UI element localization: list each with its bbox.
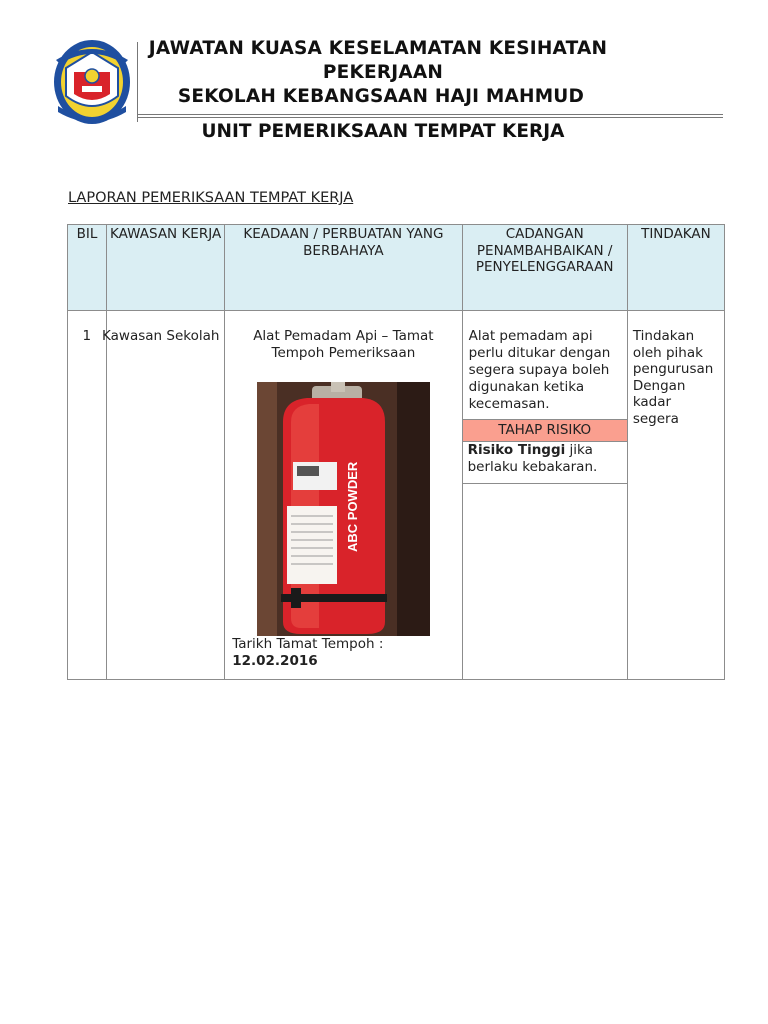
fire-extinguisher-photo — [257, 382, 430, 636]
risiko-level: Risiko Tinggi — [467, 442, 566, 458]
header-title — [138, 37, 628, 109]
cadangan-text: Alat pemadam api perlu ditukar dengan segera supaya boleh digunakan ketika kecemasan. — [468, 328, 611, 412]
tindakan-text: Tindakan oleh pihak pengurusan Dengan kadar segera — [632, 328, 714, 427]
table-row — [68, 311, 725, 680]
unit-title: UNIT PEMERIKSAAN TEMPAT KERJA — [201, 121, 565, 142]
header-cadangan: CADANGAN PENAMBAHBAIKAN / PENYELENGGARAAN — [462, 225, 627, 311]
row-number: 1 — [82, 328, 92, 344]
kawasan-text: Kawasan Sekolah — [102, 328, 220, 344]
cell-bil — [68, 311, 107, 680]
title-line-2: PEKERJAAN — [322, 62, 444, 83]
cell-keadaan — [225, 311, 462, 680]
tahap-risiko-label: TAHAP RISIKO — [462, 419, 628, 442]
header-bil: BIL — [68, 225, 107, 311]
cell-kawasan — [102, 311, 225, 680]
expiry-label: Tarikh Tamat Tempoh : — [232, 636, 384, 652]
cell-cadangan — [462, 311, 627, 680]
inspection-table — [67, 224, 725, 680]
extinguisher-label: ABC POWDER — [345, 461, 361, 552]
header-rule-top — [137, 114, 723, 115]
keadaan-text: Alat Pemadam Api – Tamat Tempoh Pemeriksaan — [253, 328, 434, 361]
school-crest-logo — [52, 38, 132, 126]
report-heading: LAPORAN PEMERIKSAAN TEMPAT KERJA — [68, 190, 354, 206]
title-line-1: JAWATAN KUASA KESELAMATAN KESIHATAN — [148, 38, 608, 59]
table-header-row — [68, 225, 725, 311]
expiry-date: 12.02.2016 — [232, 653, 318, 669]
header-keadaan: KEADAAN / PERBUATAN YANG BERBAHAYA — [225, 225, 462, 311]
risiko-description — [462, 442, 628, 484]
risiko-detail: jika berlaku kebakaran. — [467, 442, 598, 475]
title-line-3: SEKOLAH KEBANGSAAN HAJI MAHMUD — [177, 86, 585, 107]
fire-extinguisher-image — [257, 382, 430, 636]
expiry-block — [225, 636, 461, 670]
header-kawasan: KAWASAN KERJA — [107, 225, 225, 311]
header-rule-bottom — [137, 117, 723, 118]
header-tindakan: TINDAKAN — [627, 225, 724, 311]
cell-tindakan — [627, 311, 724, 680]
